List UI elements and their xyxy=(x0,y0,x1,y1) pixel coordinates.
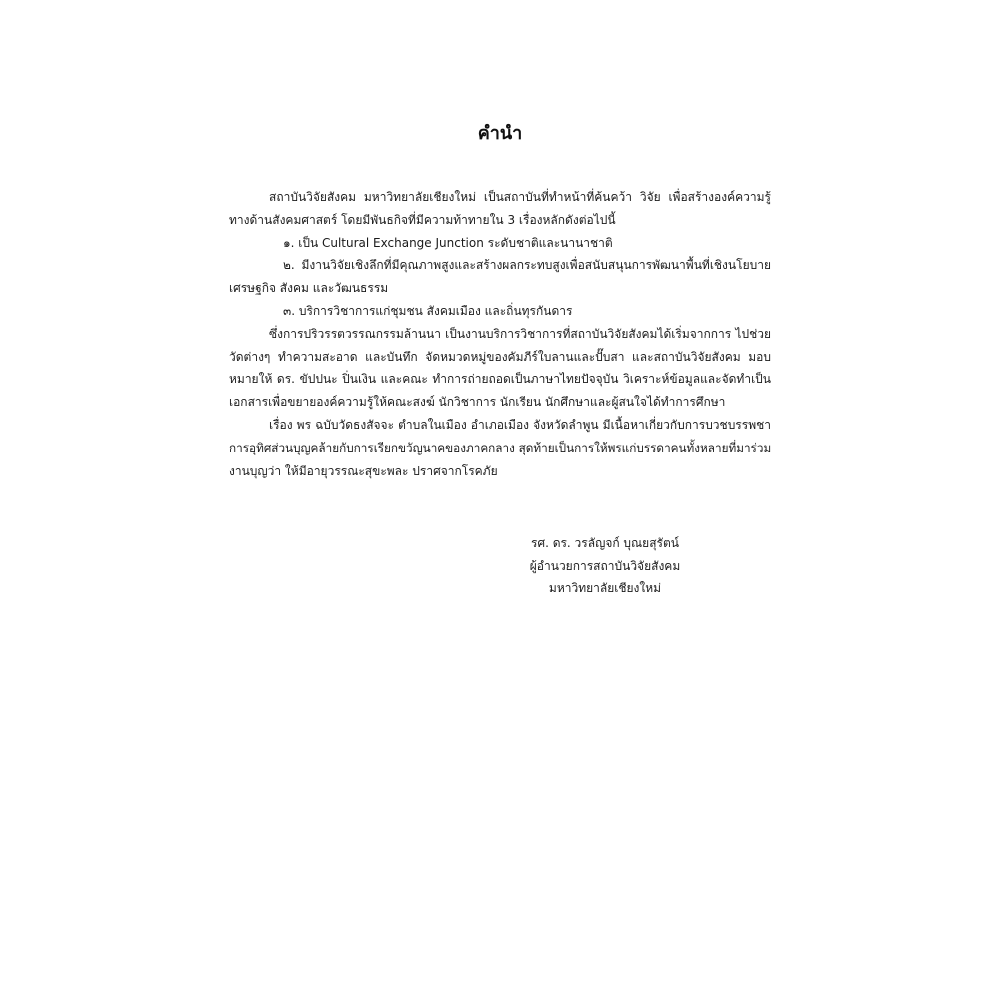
paragraph-service-line-1: ซึ่งการปริวรรตวรรณกรรมล้านนา เป็นงานบริการวิชาการที่สถาบันวิจัยสังคมได้เริ่มจากการ ไปช่วย xyxy=(269,326,771,341)
mission-item-2-line-2: เศรษฐกิจ สังคม และวัฒนธรรม xyxy=(229,281,389,296)
signature-position: ผู้อำนวยการสถาบันวิจัยสังคม xyxy=(529,558,681,573)
paragraph-service-line-3: หมายให้ ดร. ขัปปนะ ปิ่นเงิน และคณะ ทำการถ่ายถอดเป็นภาษาไทยปัจจุบัน วิเคราะห์ข้อมูลและจัดทำเป็น xyxy=(229,372,771,387)
paragraph-intro-line-1: สถาบันวิจัยสังคม มหาวิทยาลัยเชียงใหม่ เป็นสถาบันที่ทำหน้าที่ค้นคว้า วิจัย เพื่อสร้างองค์ความรู้ xyxy=(269,190,771,204)
paragraph-service-line-4: เอกสารเพื่อขยายองค์ความรู้ให้คณะสงฆ์ นักวิชาการ นักเรียน นักศึกษาและผู้สนใจได้ทำการศึกษา xyxy=(229,395,726,410)
mission-item-1: ๑. เป็น Cultural Exchange Junction ระดับชาติและนานาชาติ xyxy=(283,235,613,250)
signature-organization: มหาวิทยาลัยเชียงใหม่ xyxy=(548,581,662,595)
mission-item-2-line-1: ๒. มีงานวิจัยเชิงลึกที่มีคุณภาพสูงและสร้างผลกระทบสูงเพื่อสนับสนุนการพัฒนาพื้นที่เชิงนโยบาย xyxy=(283,258,771,273)
page-title: คำนำ xyxy=(477,123,523,144)
paragraph-content-line-1: เรื่อง พร ฉบับวัดธงสัจจะ ตำบลในเมือง อำเภอเมือง จังหวัดลำพูน มีเนื้อหาเกี่ยวกับการบวชบรรพชา xyxy=(269,417,771,432)
paragraph-intro-line-2: ทางด้านสังคมศาสตร์ โดยมีพันธกิจที่มีความท้าทายใน 3 เรื่องหลักดังต่อไปนี้ xyxy=(229,212,616,227)
mission-item-3: ๓. บริการวิชาการแก่ชุมชน สังคมเมือง และถิ่นทุรกันดาร xyxy=(283,303,573,318)
paragraph-service-line-2: วัดต่างๆ ทำความสะอาด และบันทึก จัดหมวดหมู่ของคัมภีร์ใบลานและปั๊บสา และสถาบันวิจัยสังคม มอบ xyxy=(229,349,771,364)
signature-block xyxy=(510,532,700,600)
document-body xyxy=(229,186,771,482)
paragraph-content-line-2: การอุทิศส่วนบุญคล้ายกับการเรียกขวัญนาคของภาคกลาง สุดท้ายเป็นการให้พรแก่บรรดาคนทั้งหลายที่มาร่วม xyxy=(229,440,772,455)
signature-name: รศ. ดร. วรลัญจก์ บุณยสุรัตน์ xyxy=(531,536,679,550)
paragraph-content-line-3: งานบุญว่า ให้มีอายุวรรณะสุขะพละ ปราศจากโรคภัย xyxy=(229,463,498,478)
